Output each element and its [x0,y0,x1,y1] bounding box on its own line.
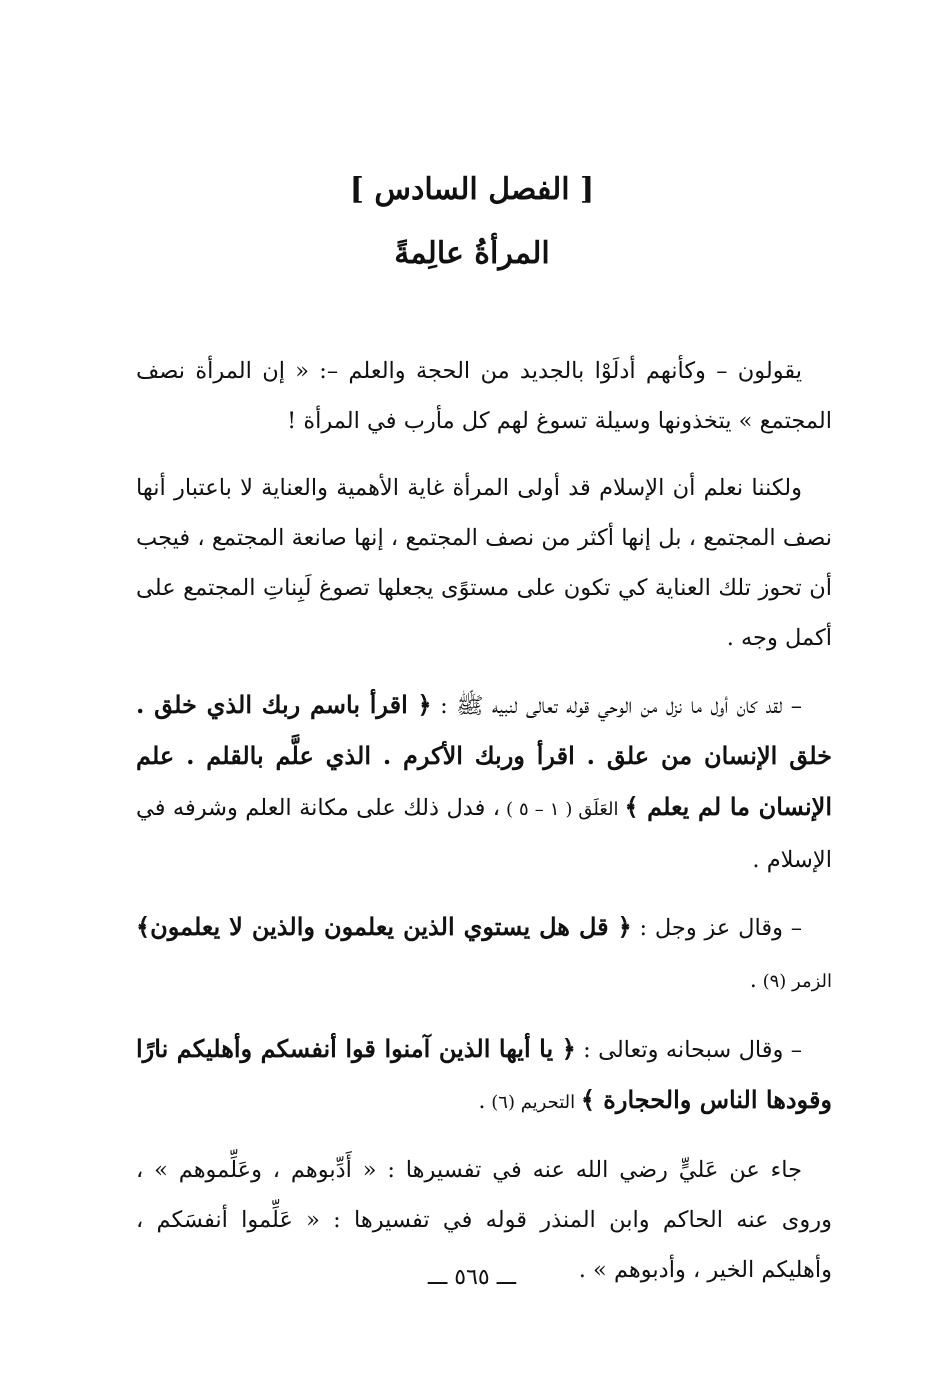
paragraph-4-intro: – وقال عز وجل : [631,915,802,941]
paragraph-4-outro: . [749,967,757,993]
quran-reference-alaq: العَلَق ( ١ – ٥ ) [500,799,625,820]
quran-quote-tahrim: ﴿ يا أيها الذين آمنوا قوا أنفسكم وأهليكم نارًا وقودها الناس والحجارة ﴾ [136,1034,832,1114]
quran-reference-tahrim: التحريم (٦) [485,1092,581,1113]
chapter-title: المرأةُ عالِمةً [394,236,550,271]
paragraph-1: يقولون – وكأنهم أدلَوْا بالجديد من الحجة والعلم –: « إن المرأة نصف المجتمع » يتخذونها وسيلة تسوغ لهم كل مأرب في المرأة ! [136,358,832,434]
page-number: ـــ ٥٦٥ ـــ [427,1265,517,1290]
paragraph-5-intro: – وقال سبحانه وتعالى : [575,1037,802,1063]
quran-reference-zumar: الزمر (٩) [756,971,832,992]
paragraph-5-outro: . [478,1088,486,1114]
paragraph-5 [136,1024,832,1128]
paragraph-3-intro: – لقد كان أول ما نزل من الوحي قوله تعالى لنبيه ﷺ : [431,693,802,719]
paragraph-2: ولكننا نعلم أن الإسلام قد أولى المرأة غاية الأهمية والعناية لا باعتبار أنها نصف المجتمع ، بل إنها أكثر من نصف المجتمع ، إنها صانعة المجتمع ، فيجب أن تحوز تلك العناية كي تكون على مستوًى يجعلها تصوغ لَبِناتِ المجتمع على أكمل وجه . [136,475,832,651]
paragraph-4 [136,902,832,1007]
paragraph-3 [136,680,832,885]
body-text [136,346,832,1312]
quran-quote-alaq: ﴿ اقرأ باسم ربك الذي خلق . خلق الإنسان من علق . اقرأ وربك الأكرم . الذي علَّم بالقلم . علم الإنسان ما لم يعلم ﴾ [136,690,833,821]
paragraph-3-outro: ، فدل ذلك على مكانة العلم وشرفه في الإسلام . [136,795,832,873]
chapter-heading: [ الفصل السادس ] [349,172,595,207]
quran-quote-zumar: ﴿ قل هل يستوي الذين يعلمون والذين لا يعلمون﴾ [136,912,632,941]
paragraph-6: جاء عن عَليٍّ رضي الله عنه في تفسيرها : « أَدِّبوهم ، وعَلِّموهم » ، وروى عنه الحاكم وابن المنذر قوله في تفسيرها : « عَلِّموا أنفسَكم ، وأهليكم الخير ، وأدبوهم » . [136,1157,832,1283]
